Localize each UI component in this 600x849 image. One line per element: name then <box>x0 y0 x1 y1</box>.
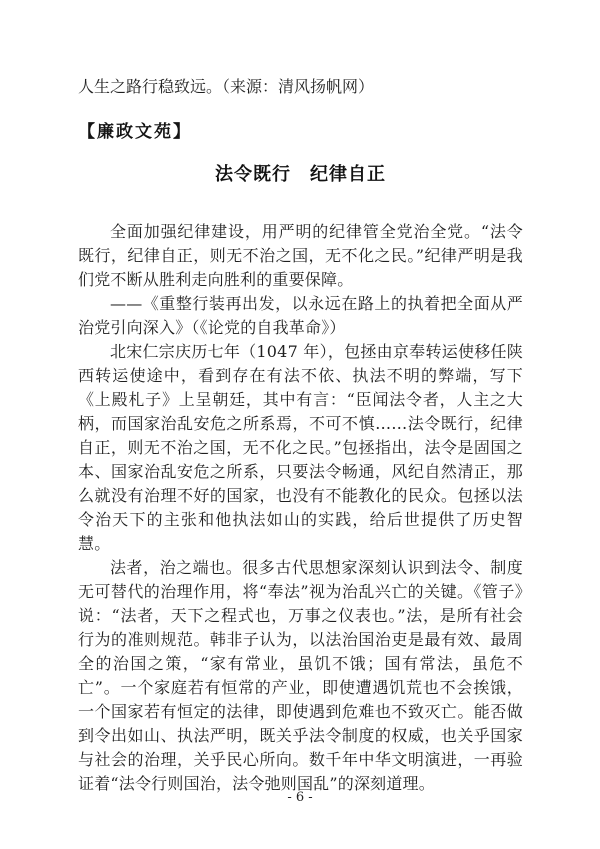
body-paragraph-intro: 全面加强纪律建设，用严明的纪律管全党治全党。“法令既行，纪律自正，则无不治之国，无不化之民。”纪律严明是我们党不断从胜利走向胜利的重要保障。 <box>78 222 523 289</box>
body-paragraph-source-attribution: ——《重整行装再出发，以永远在路上的执着把全面从严治党引向深入》（《论党的自我革命》） <box>78 294 523 337</box>
article-title: 法令既行 纪律自正 <box>215 164 386 185</box>
article-body <box>78 220 523 796</box>
page-content <box>78 75 523 796</box>
section-label: 【廉政文苑】 <box>78 122 192 142</box>
body-paragraph-ancient-thinkers: 法者，治之端也。很多古代思想家深刻认识到法令、制度无可替代的治理作用，将“奉法”视为治乱兴亡的关键。《管子》说：“法者，天下之程式也，万事之仪表也。”法，是所有社会行为的准则规范。韩非子认为，以法治国治吏是最有效、最周全的治国之策，“家有常业，虽饥不饿；国有常法，虽危不亡”。一个家庭若有恒常的产业，即使遭遇饥荒也不会挨饿，一个国家若有恒定的法律，即使遇到危难也不致灭亡。能否做到令出如山、执法严明，既关乎法令制度的权威，也关乎国家与社会的治理，关乎民心所向。数千年中华文明演进，一再验证着“法令行则国治，法令弛则国乱”的深刻道理。 <box>78 558 523 793</box>
page-number: - 6 - <box>287 790 313 805</box>
carryover-paragraph: 人生之路行稳致远。（来源：清风扬帆网） <box>78 77 375 96</box>
body-paragraph-baozheng-story: 北宋仁宗庆历七年（1047 年），包拯由京奉转运使移任陕西转运使途中，看到存在有法不依、执法不明的弊端，写下《上殿札子》上呈朝廷，其中有言：“臣闻法令者，人主之大柄，而国家治乱安危之所系焉，不可不慎……法令既行，纪律自正，则无不治之国，无不化之民。”包拯指出，法令是固国之本、国家治乱安危之所系，只要法令畅通，风纪自然清正，那么就没有治理不好的国家，也没有不能教化的民众。包拯以法令治天下的主张和他执法如山的实践，给后世提供了历史智慧。 <box>78 342 523 553</box>
